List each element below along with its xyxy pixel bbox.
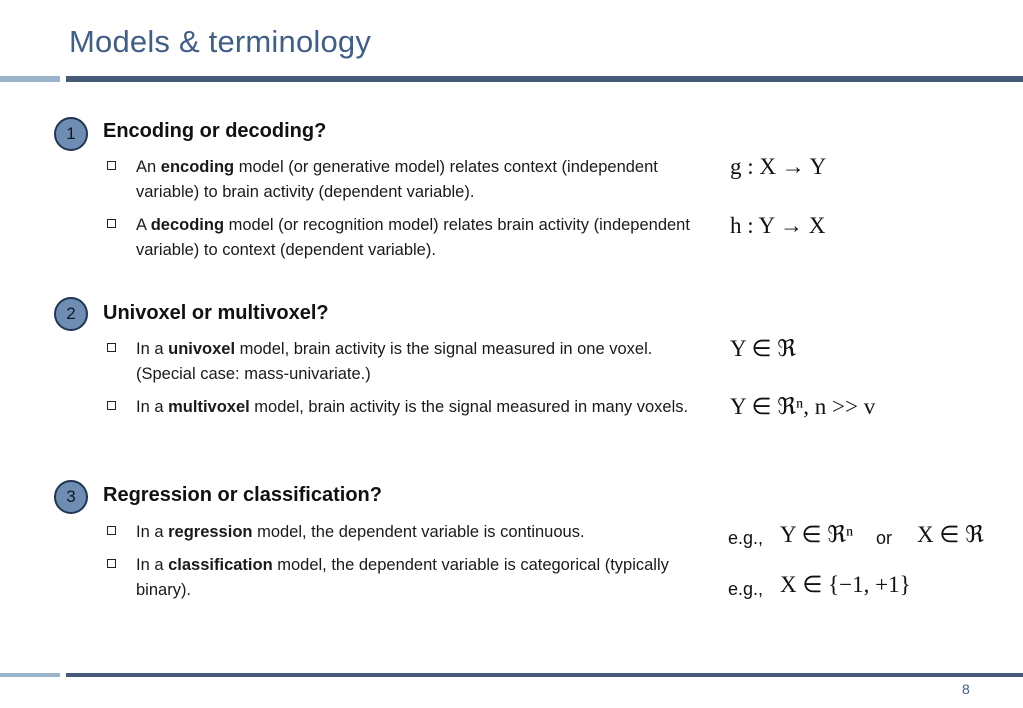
- bullet-square-icon: [107, 401, 116, 410]
- page-number: 8: [962, 681, 970, 697]
- top-rule-accent: [0, 76, 60, 82]
- formula-encoding: g : X → Y: [730, 154, 827, 179]
- bullet-square-icon: [107, 219, 116, 228]
- item-text: In a multivoxel model, brain activity is the signal measured in many voxels.: [136, 398, 689, 416]
- bullet-square-icon: [107, 559, 116, 568]
- formula-decoding: h : Y → X: [730, 213, 826, 238]
- section-heading: Univoxel or multivoxel?: [103, 302, 329, 324]
- formula-classification: X ∈ {−1, +1}: [780, 572, 911, 597]
- section-number-badge: 3: [54, 480, 88, 514]
- item-text: An encoding model (or generative model) relates context (independent variable) to brain activity (dependent variable).: [136, 158, 658, 201]
- bullet-square-icon: [107, 343, 116, 352]
- top-rule: [66, 76, 1023, 82]
- slide-title: Models & terminology: [69, 24, 372, 59]
- example-prefix: e.g.,: [728, 528, 764, 548]
- section-number-badge: 1: [54, 117, 88, 151]
- section-heading: Encoding or decoding?: [103, 120, 327, 142]
- or-label: or: [876, 528, 893, 548]
- bottom-rule-accent: [0, 673, 60, 677]
- bottom-rule: [66, 673, 1023, 677]
- formula-univoxel: Y ∈ ℜ: [730, 336, 797, 361]
- example-prefix: e.g.,: [728, 579, 764, 599]
- formula-regression-y: Y ∈ ℜⁿ: [780, 522, 854, 547]
- item-text: A decoding model (or recognition model) relates brain activity (independent variable) to context (dependent variable).: [136, 216, 690, 259]
- section-heading: Regression or classification?: [103, 484, 382, 506]
- item-text: In a univoxel model, brain activity is the signal measured in one voxel. (Special case: mass-univariate.): [136, 340, 653, 383]
- formula-multivoxel: Y ∈ ℜⁿ, n >> v: [730, 394, 876, 419]
- item-text: In a classification model, the dependent variable is categorical (typically binary).: [136, 556, 669, 599]
- item-text: In a regression model, the dependent variable is continuous.: [136, 523, 585, 541]
- bullet-square-icon: [107, 526, 116, 535]
- bullet-square-icon: [107, 161, 116, 170]
- formula-regression-x: X ∈ ℜ: [917, 522, 984, 547]
- section-number-badge: 2: [54, 297, 88, 331]
